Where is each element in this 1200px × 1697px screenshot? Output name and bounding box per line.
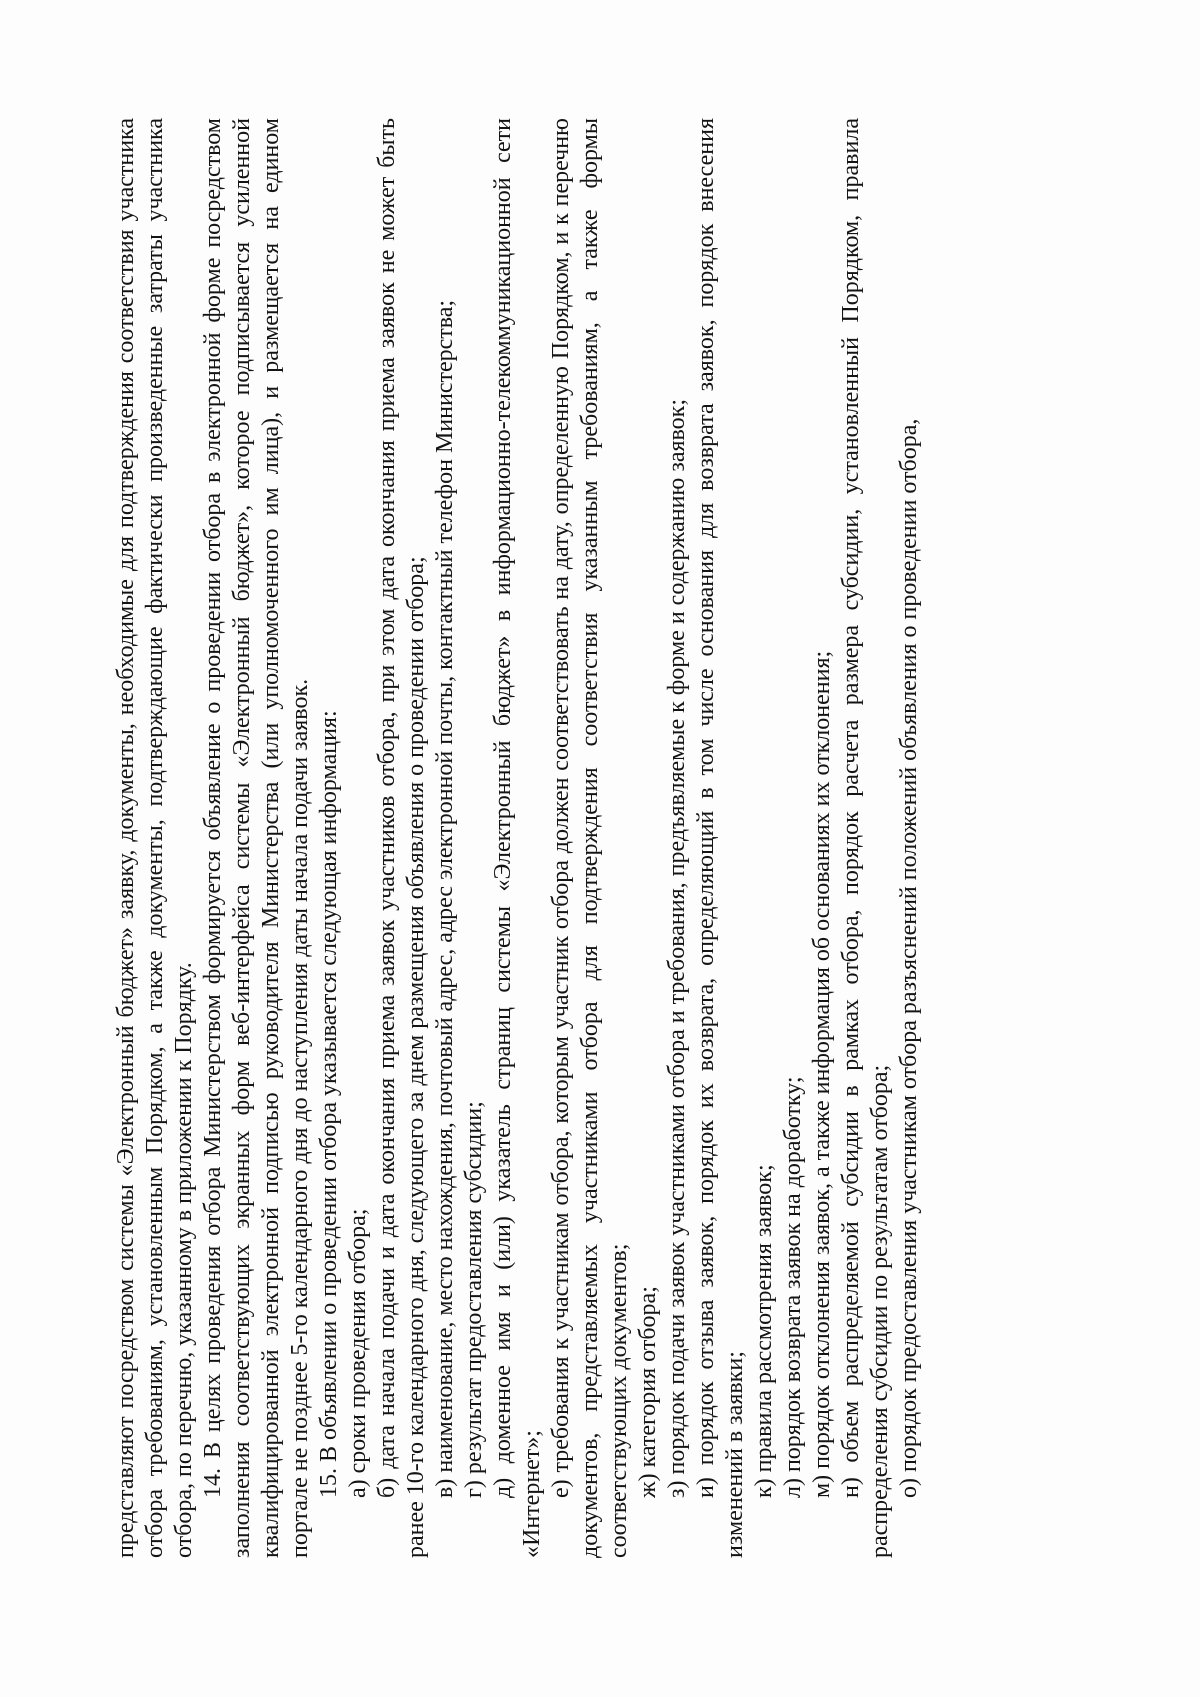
paragraph: 15. В объявлении о проведении отбора указывается следующая информация:: [316, 710, 342, 1498]
paragraph: ж) категория отбора;: [635, 1286, 661, 1498]
paragraph: к) правила рассмотрения заявок;: [751, 1164, 777, 1498]
paragraph: н) объем распределяемой субсидии в рамках отбора, порядок расчета размера субсидии, установленный Порядком, правила распределения субсидии по результатам отбора;: [838, 118, 893, 1558]
paragraph: представляют посредством системы «Электронный бюджет» заявку, документы, необходимые для подтверждения соответствия участника отбора требованиям, установленным Порядком, а также документы, подтверждающие фактически произведенные затраты участника отбора, по перечню, указанному в приложении к Порядку.: [113, 118, 197, 1558]
paragraph: г) результат предоставления субсидии;: [461, 1101, 487, 1498]
paragraph: в) наименование, место нахождения, почтовый адрес, адрес электронной почты, контактный телефон Министерства;: [432, 299, 458, 1498]
paragraph: д) доменное имя и (или) указатель страниц системы «Электронный бюджет» в информационно-телекоммуникационной сети «Интернет»;: [490, 118, 545, 1558]
paragraph: е) требования к участникам отбора, которым участник отбора должен соответствовать на дату, определенную Порядком, и к перечню документов, представляемых участниками отбора для подтверждения соответствия указанным требованиям, а также формы соответствующих документов;: [548, 118, 632, 1558]
paragraph: о) порядок предоставления участникам отбора разъяснений положений объявления о проведении отбора,: [896, 418, 922, 1498]
paragraph: 14. В целях проведения отбора Министерством формируется объявление о проведении отбора в электронной форме посредством заполнения соответствующих экранных форм веб-интерфейса системы «Электронный бюджет», которое подписывается усиленной квалифицированной электронной подписью руководителя Министерства (или уполномоченного им лица), и размещается на едином портале не позднее 5-го календарного дня до наступления даты начала подачи заявок.: [200, 118, 313, 1558]
paragraph: б) дата начала подачи и дата окончания приема заявок участников отбора, при этом дата окончания приема заявок не может быть ранее 10-го календарного дня, следующего за днем размещения объявления о проведении отбора;: [374, 118, 429, 1558]
paragraph: л) порядок возврата заявок на доработку;: [780, 1076, 806, 1498]
paragraph: з) порядок подачи заявок участниками отбора и требования, предъявляемые к форме и содержанию заявок;: [664, 398, 690, 1498]
paragraph: а) сроки проведения отбора;: [345, 1208, 371, 1498]
rotated-text-container: [112, 118, 924, 1558]
document-body: [112, 118, 924, 1558]
paragraph: м) порядок отклонения заявок, а также информация об основаниях их отклонения;: [809, 650, 835, 1498]
paragraph: и) порядок отзыва заявок, порядок их возврата, определяющий в том числе основания для возврата заявок, порядок внесения изменений в заявки;: [693, 118, 748, 1558]
